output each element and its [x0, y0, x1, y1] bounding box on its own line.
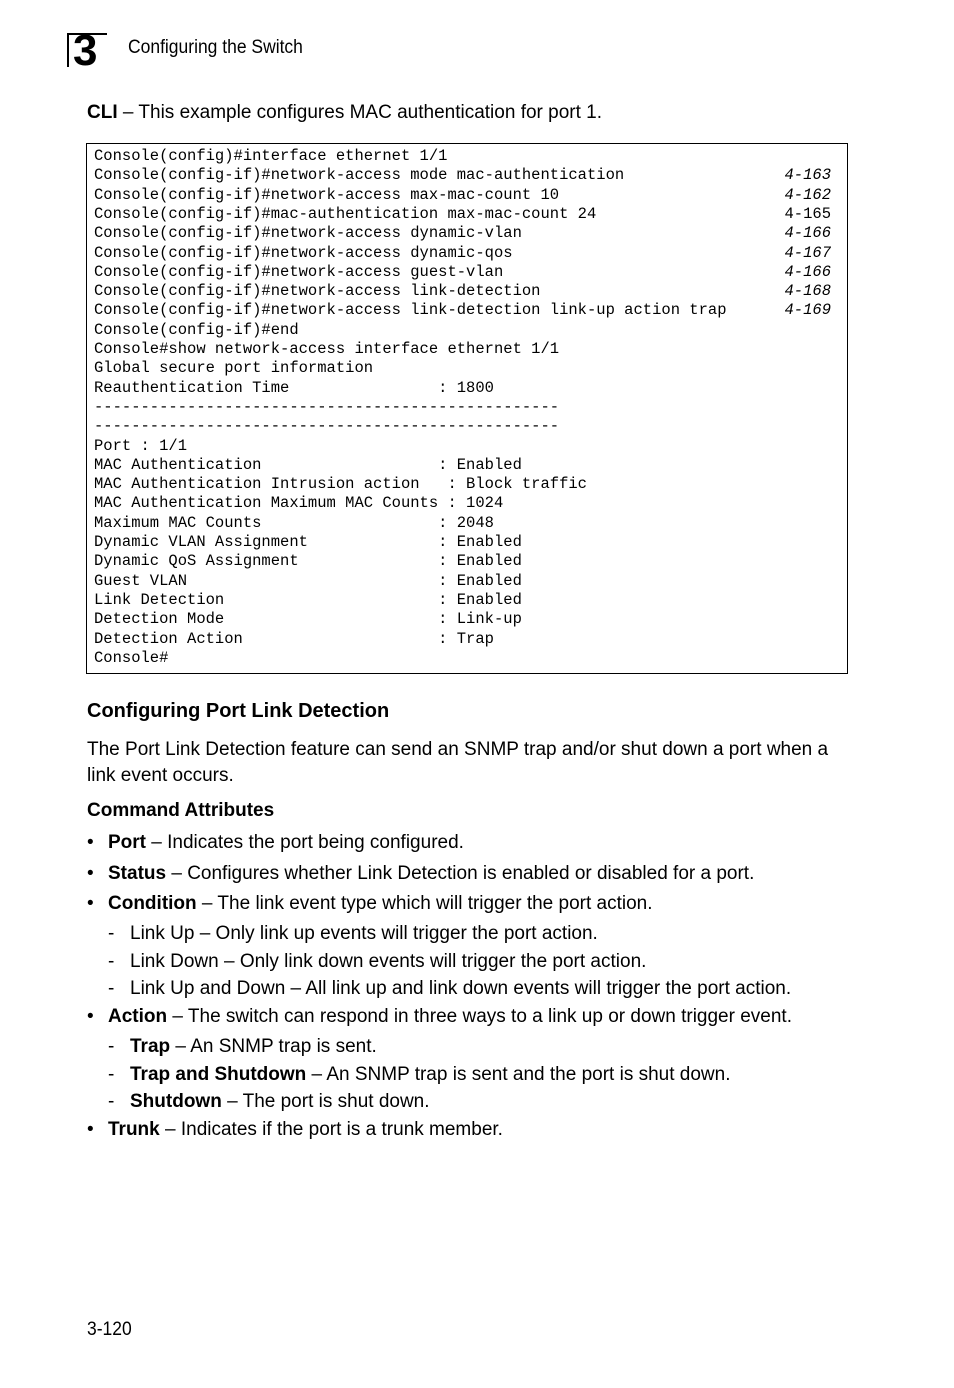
code-line: Console#: [94, 648, 169, 667]
condition-item: [108, 951, 646, 973]
attribute-desc: – Indicates if the port is a trunk member.: [159, 1119, 503, 1140]
code-page-ref: 4-169: [784, 301, 831, 320]
code-page-ref: 4-167: [784, 243, 831, 262]
action-item: [108, 1064, 731, 1086]
sub-bullet-dash: -: [108, 978, 115, 999]
code-line: Console#show network-access interface ethernet 1/1: [94, 340, 560, 358]
code-line: Console(config-if)#network-access link-detection: [94, 282, 541, 301]
cli-intro: [87, 102, 602, 124]
code-line: Dynamic VLAN Assignment : Enabled: [94, 533, 522, 551]
condition-text: Link Down – Only link down events will trigger the port action.: [130, 951, 647, 972]
section-paragraph: The Port Link Detection feature can send an SNMP trap and/or shut down a port when a link event occurs.: [87, 739, 829, 786]
code-page-ref: 4-166: [784, 224, 831, 243]
code-line: Dynamic QoS Assignment : Enabled: [94, 552, 522, 571]
code-line: Detection Mode : Link-up: [94, 610, 522, 629]
code-line: Console(config-if)#network-access max-mac-count 10: [94, 185, 560, 204]
cli-intro-text: – This example configures MAC authentication for port 1.: [117, 102, 603, 123]
attribute-desc: – The link event type which will trigger the port action.: [196, 893, 653, 914]
condition-text: Link Up – Only link up events will trigger the port action.: [130, 923, 598, 944]
code-line: Link Detection : Enabled: [94, 590, 522, 609]
code-line: Console(config)#interface ethernet 1/1: [94, 147, 448, 165]
code-line: --------------------------------------------------: [94, 417, 560, 436]
sub-bullet-dash: -: [108, 1064, 115, 1085]
chapter-number: 3: [73, 26, 97, 75]
code-line: MAC Authentication : Enabled: [94, 455, 522, 474]
code-line: --------------------------------------------------: [94, 397, 560, 416]
condition-item: [108, 978, 791, 1000]
bullet-dot: •: [87, 863, 94, 884]
code-line: MAC Authentication Maximum MAC Counts : 1024: [94, 494, 504, 513]
code-line: Console(config-if)#network-access dynamic-vlan: [94, 224, 522, 243]
code-line: Guest VLAN : Enabled: [94, 571, 522, 590]
code-page-ref: 4-162: [784, 185, 831, 204]
sub-bullet-dash: -: [108, 1091, 115, 1112]
attribute-item-condition: [87, 893, 653, 915]
attribute-item-action: [87, 1006, 792, 1028]
code-line: Detection Action : Trap: [94, 629, 494, 648]
code-line: Port : 1/1: [94, 436, 188, 455]
attribute-term: Condition: [108, 893, 197, 914]
attribute-item-port: [87, 832, 464, 854]
code-page-ref: 4-168: [784, 282, 831, 301]
action-desc: – The port is shut down.: [221, 1091, 430, 1112]
bullet-dot: •: [87, 832, 94, 853]
attribute-term: Status: [108, 863, 167, 884]
code-line: Console(config-if)#network-access dynamic-qos: [94, 243, 513, 262]
attribute-desc: – Configures whether Link Detection is enabled or disabled for a port.: [166, 863, 755, 884]
code-line: Console(config-if)#end: [94, 320, 299, 339]
code-line: Reauthentication Time : 1800: [94, 378, 494, 397]
code-line: Console(config-if)#network-access guest-vlan: [94, 262, 504, 281]
action-desc: – An SNMP trap is sent.: [170, 1036, 377, 1057]
attribute-term: Trunk: [108, 1119, 160, 1140]
cli-code-block: [86, 143, 848, 674]
attribute-term: Action: [108, 1006, 168, 1027]
code-line: Global secure port information: [94, 359, 374, 378]
bullet-dot: •: [87, 1006, 94, 1027]
attribute-desc: – Indicates the port being configured.: [146, 832, 464, 853]
bullet-dot: •: [87, 893, 94, 914]
cli-label: CLI: [87, 102, 118, 123]
sub-bullet-dash: -: [108, 1036, 115, 1057]
section-title: Configuring Port Link Detection: [87, 700, 390, 722]
running-title: Configuring the Switch: [128, 37, 303, 58]
code-line: Console(config-if)#mac-authentication max-mac-count 24: [94, 204, 597, 223]
code-page-ref: 4-163: [784, 166, 831, 185]
attribute-desc: – The switch can respond in three ways to a link up or down trigger event.: [167, 1006, 792, 1027]
attribute-item-trunk: [87, 1119, 503, 1141]
command-attributes-title: Command Attributes: [87, 800, 275, 821]
code-line: MAC Authentication Intrusion action : Block traffic: [94, 475, 587, 494]
action-term: Trap: [130, 1036, 171, 1057]
condition-text: Link Up and Down – All link up and link down events will trigger the port action.: [130, 978, 792, 999]
action-term: Trap and Shutdown: [130, 1064, 307, 1085]
page-number: 3-120: [87, 1319, 132, 1340]
code-line: Console(config-if)#network-access mode mac-authentication: [94, 166, 625, 185]
action-desc: – An SNMP trap is sent and the port is shut down.: [306, 1064, 731, 1085]
code-line: Maximum MAC Counts : 2048: [94, 513, 494, 532]
attribute-term: Port: [108, 832, 146, 853]
action-term: Shutdown: [130, 1091, 222, 1112]
code-line: Console(config-if)#network-access link-detection link-up action trap: [94, 301, 727, 320]
action-item: [108, 1091, 430, 1113]
sub-bullet-dash: -: [108, 923, 115, 944]
code-page-ref: 4-165: [784, 204, 831, 223]
attribute-item-status: [87, 863, 754, 885]
condition-item: [108, 923, 598, 945]
bullet-dot: •: [87, 1119, 94, 1140]
action-item: [108, 1036, 377, 1058]
chapter-badge: [67, 26, 107, 75]
code-page-ref: 4-166: [784, 262, 831, 281]
sub-bullet-dash: -: [108, 951, 115, 972]
